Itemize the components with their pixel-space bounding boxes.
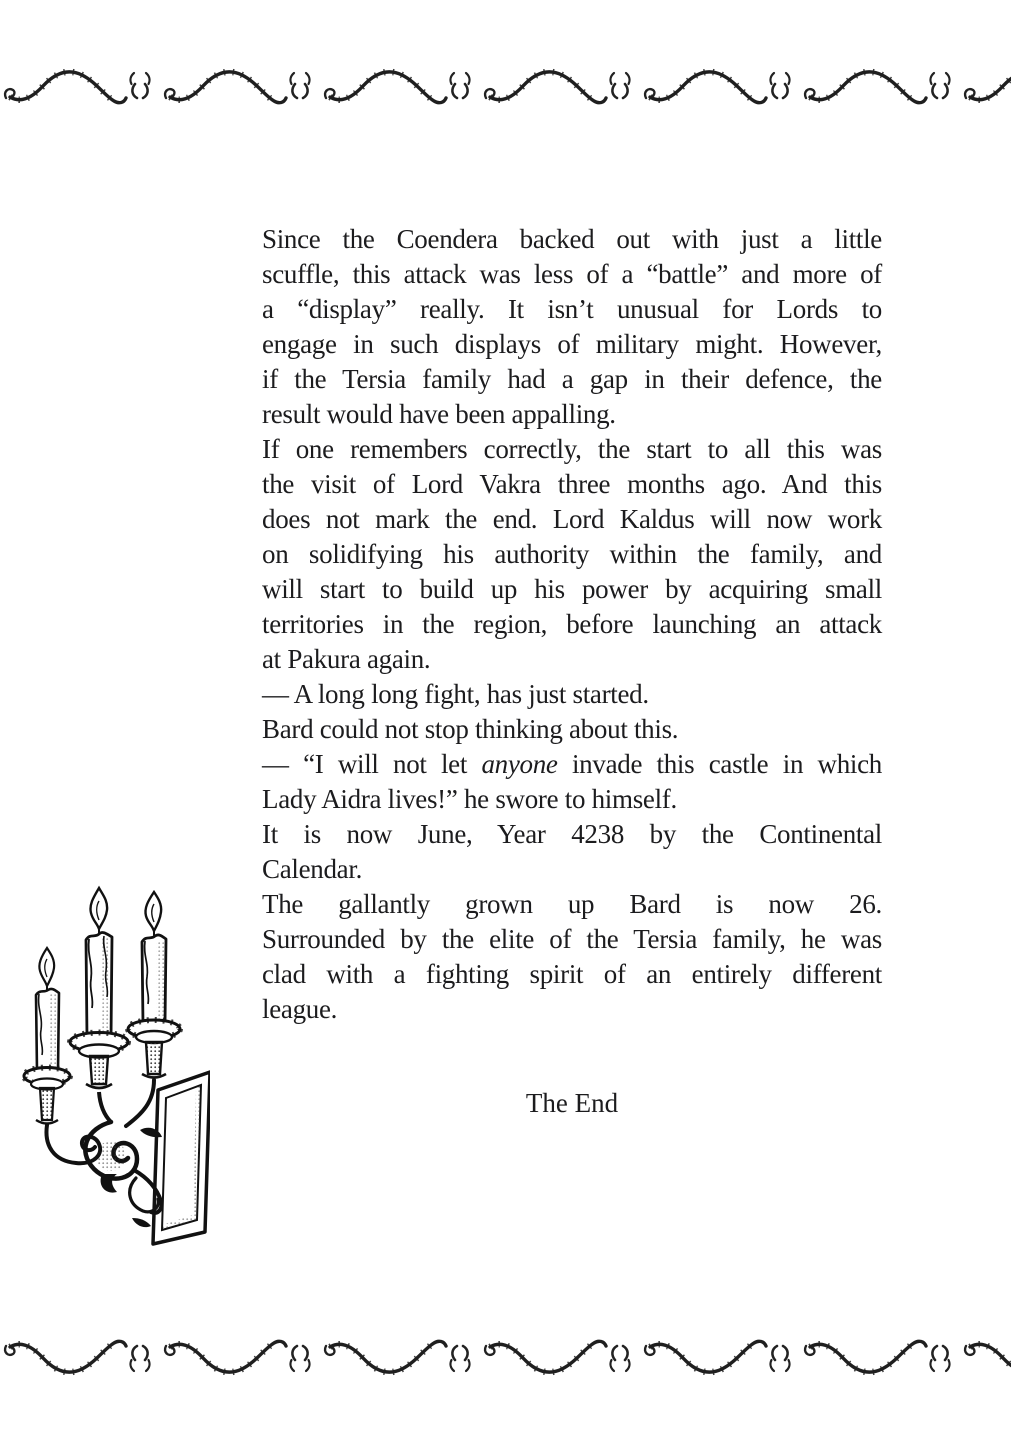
scroll-bracket-icon [46,1080,162,1227]
text-line: Bard could not stop thinking about this. [262,714,679,744]
text-line: Lady Aidra lives!” he swore to himself. [262,784,677,814]
text-line: — A long long fight, has just started. [262,679,649,709]
text-line: engage in such displays of military might. However, [262,329,882,359]
paragraph [262,887,882,1027]
text-run: invade this castle in which [557,749,882,779]
text-line: a “display” really. It isn’t unusual for Lords to [262,294,882,324]
candle-right-icon [128,892,180,1078]
text-line: territories in the region, before launching an attack [262,609,882,639]
text-line: scuffle, this attack was less of a “battle” and more of [262,259,882,289]
paragraph [262,677,882,712]
text-line: on solidifying his authority within the family, and [262,539,882,569]
text-line: Since the Coendera backed out with just a little [262,224,882,254]
text-line: result would have been appalling. [262,399,616,429]
scroll-wave-border-bottom [0,1328,1011,1382]
text-line: will start to build up his power by acquiring small [262,574,882,604]
text-line: at Pakura again. [262,644,431,674]
scroll-wave-border-top [0,62,1011,116]
story-text-column [262,222,882,1027]
paragraph [262,712,882,747]
text-line: Surrounded by the elite of the Tersia family, he was [262,924,882,954]
candle-left-icon [24,948,70,1124]
text-line: It is now June, Year 4238 by the Continental [262,819,882,849]
paragraph [262,432,882,677]
candle-middle-icon [70,888,128,1122]
text-line: league. [262,994,338,1024]
text-line [262,747,882,782]
text-line: If one remembers correctly, the start to all this was [262,434,882,464]
text-line: The gallantly grown up Bard is now 26. [262,889,882,919]
paragraph [262,817,882,887]
paragraph [262,222,882,432]
text-line: the visit of Lord Vakra three months ago. And this [262,469,882,499]
paragraph [262,747,882,817]
wall-plate-icon [153,1072,210,1244]
the-end-label: The End [525,1088,619,1118]
text-line: clad with a fighting spirit of an entirely different [262,959,882,989]
italic-text-run: anyone [481,749,558,779]
candelabra-sconce-illustration [14,878,210,1246]
text-run: — “I will not let [262,749,482,779]
text-line: does not mark the end. Lord Kaldus will now work [262,504,882,534]
text-line: Calendar. [262,854,363,884]
text-line: if the Tersia family had a gap in their defence, the [262,364,882,394]
